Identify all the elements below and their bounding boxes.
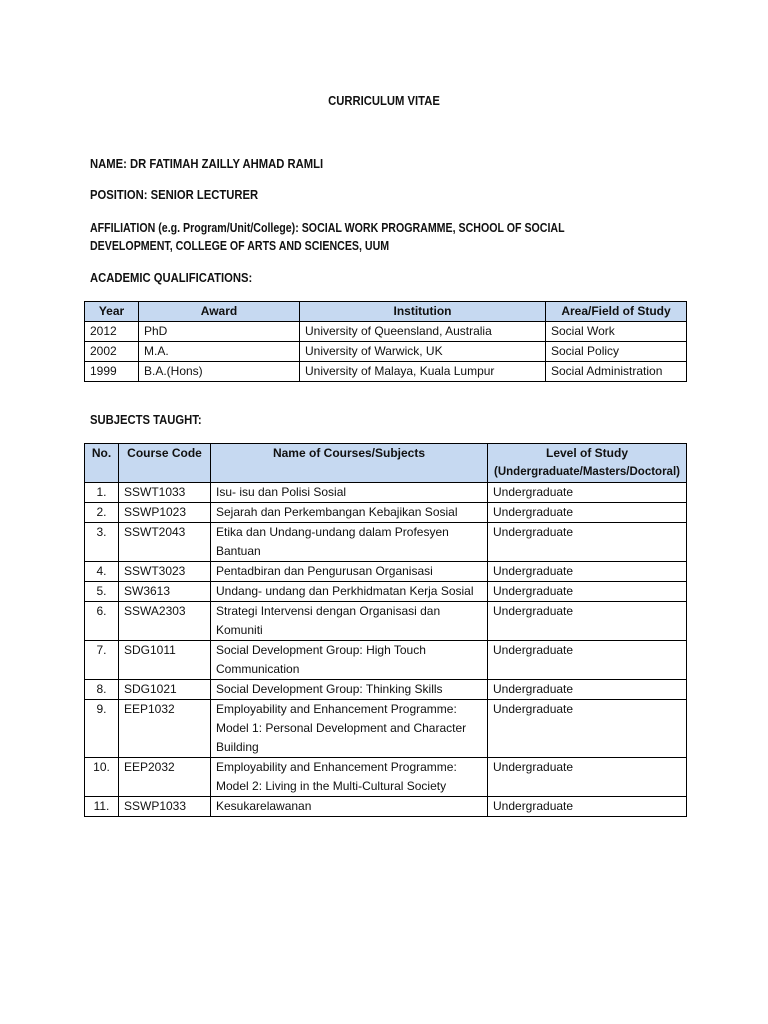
qual-field: Social Work (546, 322, 687, 342)
subject-name: Undang- undang dan Perkhidmatan Kerja Sosial (211, 582, 488, 602)
subject-name: Social Development Group: High Touch Communication (211, 641, 488, 680)
subject-no: 2. (85, 503, 119, 523)
subject-code: SDG1011 (119, 641, 211, 680)
table-row (85, 602, 687, 641)
affiliation-line-2 (90, 237, 690, 255)
qual-year: 1999 (85, 362, 139, 382)
qual-award: PhD (139, 322, 300, 342)
table-row (85, 342, 687, 362)
subjects-heading-text: SUBJECTS TAUGHT: (90, 413, 202, 427)
subject-no: 8. (85, 680, 119, 700)
table-row (85, 362, 687, 382)
subject-name: Etika dan Undang-undang dalam Profesyen Bantuan (211, 523, 488, 562)
subject-code: SDG1021 (119, 680, 211, 700)
affiliation-text-1: AFFILIATION (e.g. Program/Unit/College): SOCIAL WORK PROGRAMME, SCHOOL OF SOCIAL (90, 221, 565, 235)
table-row (85, 523, 687, 562)
qual-field: Social Administration (546, 362, 687, 382)
subject-name: Sejarah dan Perkembangan Kebajikan Sosial (211, 503, 488, 523)
qual-institution: University of Warwick, UK (300, 342, 546, 362)
name-text: NAME: DR FATIMAH ZAILLY AHMAD RAMLI (90, 157, 324, 171)
table-header-row (85, 444, 687, 483)
header-year: Year (85, 302, 139, 322)
academic-heading-text: ACADEMIC QUALIFICATIONS: (90, 271, 253, 285)
header-level-of-study (488, 444, 687, 483)
header-course-code: Course Code (119, 444, 211, 483)
table-row (85, 700, 687, 758)
header-course-name: Name of Courses/Subjects (211, 444, 488, 483)
subject-code: SSWP1033 (119, 797, 211, 817)
subject-no: 1. (85, 483, 119, 503)
subject-level: Undergraduate (488, 582, 687, 602)
subject-level: Undergraduate (488, 483, 687, 503)
subject-code: SSWA2303 (119, 602, 211, 641)
table-row (85, 562, 687, 582)
table-row (85, 322, 687, 342)
subject-name: Kesukarelawanan (211, 797, 488, 817)
subject-no: 10. (85, 758, 119, 797)
table-row (85, 641, 687, 680)
subject-level: Undergraduate (488, 758, 687, 797)
table-row (85, 797, 687, 817)
name-line (90, 155, 690, 173)
table-row (85, 483, 687, 503)
subject-no: 6. (85, 602, 119, 641)
subject-code: SSWT2043 (119, 523, 211, 562)
table-row (85, 758, 687, 797)
affiliation-line-1 (90, 219, 690, 237)
qual-year: 2002 (85, 342, 139, 362)
header-level-title: Level of Study (545, 446, 628, 460)
qual-institution: University of Queensland, Australia (300, 322, 546, 342)
subject-level: Undergraduate (488, 700, 687, 758)
position-text: POSITION: SENIOR LECTURER (90, 188, 259, 202)
qual-institution: University of Malaya, Kuala Lumpur (300, 362, 546, 382)
subject-level: Undergraduate (488, 641, 687, 680)
qual-field: Social Policy (546, 342, 687, 362)
header-level-subtitle: (Undergraduate/Masters/Doctoral) (494, 466, 680, 478)
subject-code: EEP1032 (119, 700, 211, 758)
subject-code: SSWT3023 (119, 562, 211, 582)
document-title: CURRICULUM VITAE (328, 94, 440, 108)
qual-award: B.A.(Hons) (139, 362, 300, 382)
qualifications-table (84, 301, 687, 382)
table-row (85, 503, 687, 523)
subject-name: Pentadbiran dan Pengurusan Organisasi (211, 562, 488, 582)
header-award: Award (139, 302, 300, 322)
academic-heading (90, 269, 690, 287)
subject-level: Undergraduate (488, 523, 687, 562)
subject-no: 3. (85, 523, 119, 562)
table-header-row (85, 302, 687, 322)
header-no: No. (85, 444, 119, 483)
subject-code: SSWT1033 (119, 483, 211, 503)
subject-no: 9. (85, 700, 119, 758)
subject-name: Employability and Enhancement Programme: Model 2: Living in the Multi-Cultural Society (211, 758, 488, 797)
header-institution: Institution (300, 302, 546, 322)
subject-code: SW3613 (119, 582, 211, 602)
table-row (85, 582, 687, 602)
subject-name: Strategi Intervensi dengan Organisasi dan Komuniti (211, 602, 488, 641)
subjects-table (84, 443, 687, 817)
subject-code: SSWP1023 (119, 503, 211, 523)
position-line (90, 186, 690, 204)
header-field-of-study: Area/Field of Study (546, 302, 687, 322)
subject-no: 7. (85, 641, 119, 680)
subject-code: EEP2032 (119, 758, 211, 797)
subject-level: Undergraduate (488, 562, 687, 582)
subject-level: Undergraduate (488, 503, 687, 523)
qual-award: M.A. (139, 342, 300, 362)
subject-no: 11. (85, 797, 119, 817)
subject-name: Employability and Enhancement Programme: Model 1: Personal Development and Character Building (211, 700, 488, 758)
affiliation-text-2: DEVELOPMENT, COLLEGE OF ARTS AND SCIENCES, UUM (90, 239, 390, 253)
subject-level: Undergraduate (488, 602, 687, 641)
subject-name: Social Development Group: Thinking Skills (211, 680, 488, 700)
subject-no: 4. (85, 562, 119, 582)
table-row (85, 680, 687, 700)
subject-level: Undergraduate (488, 797, 687, 817)
qual-year: 2012 (85, 322, 139, 342)
subject-no: 5. (85, 582, 119, 602)
subjects-heading (90, 411, 690, 429)
subject-level: Undergraduate (488, 680, 687, 700)
subject-name: Isu- isu dan Polisi Sosial (211, 483, 488, 503)
